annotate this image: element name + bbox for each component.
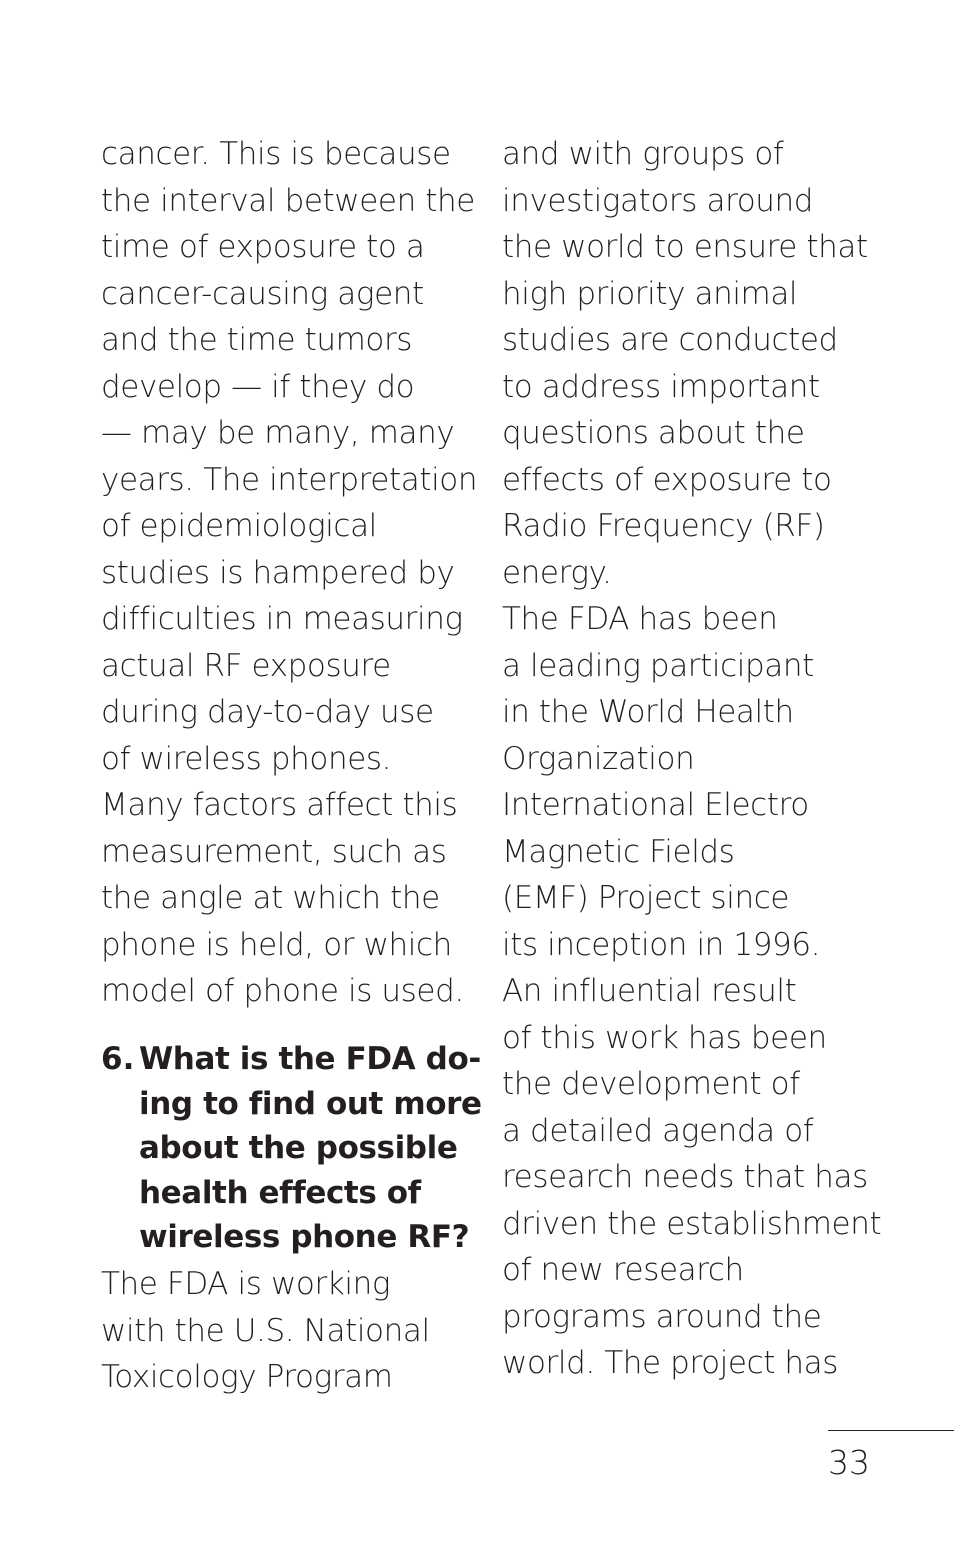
text-line: studies is hampered by <box>101 554 455 591</box>
text-line: measurement, such as <box>101 833 447 870</box>
text-line: high priority animal <box>502 275 798 312</box>
question-heading <box>101 1037 481 1260</box>
text-line: a detailed agenda of <box>502 1112 814 1149</box>
answer-text-left <box>101 1261 481 1401</box>
text-line: its inception in 1996. <box>502 926 821 963</box>
text-line: the angle at which the <box>101 880 440 916</box>
text-line: (EMF) Project since <box>502 880 790 916</box>
text-line: of epidemiological <box>101 508 377 544</box>
text-line: phone is held, or which <box>101 926 452 963</box>
text-line: Toxicology Program <box>101 1359 393 1395</box>
text-line: time of exposure to a <box>101 229 425 265</box>
text-line: actual RF exposure <box>101 647 391 684</box>
text-line: of new research <box>502 1252 744 1288</box>
question-line: health effects of <box>139 1174 421 1211</box>
text-line: the development of <box>502 1066 800 1102</box>
text-line: years. The interpretation <box>101 461 478 498</box>
text-line: driven the establishment <box>502 1205 882 1242</box>
text-line: investigators around <box>502 182 814 219</box>
text-line: and with groups of <box>502 136 784 172</box>
text-line: The FDA has been <box>502 601 778 637</box>
left-column-text <box>101 131 481 1015</box>
text-line: difficulties in measuring <box>101 601 463 637</box>
text-line: Magnetic Fields <box>502 833 735 870</box>
question-text <box>139 1037 481 1260</box>
text-line: develop — if they do <box>101 368 415 405</box>
right-column-text <box>502 131 942 1387</box>
text-line: world. The project has <box>502 1345 839 1381</box>
question-line: What is the FDA do- <box>139 1041 481 1077</box>
text-line: energy. <box>502 554 612 591</box>
question-line: ing to find out more <box>139 1085 482 1122</box>
text-line: research needs that has <box>502 1159 868 1195</box>
text-line: to address important <box>502 368 820 405</box>
footer-divider <box>828 1430 954 1431</box>
text-line: effects of exposure to <box>502 461 832 498</box>
text-line: questions about the <box>502 415 805 451</box>
question-line: about the possible <box>139 1130 458 1166</box>
text-line: Organization <box>502 740 695 777</box>
page-number: 33 <box>828 1443 870 1482</box>
question-number: 6. <box>101 1041 135 1077</box>
text-line: model of phone is used. <box>101 973 464 1009</box>
text-line: The FDA is working <box>101 1266 391 1302</box>
text-line: in the World Health <box>502 694 794 730</box>
text-line: programs around the <box>502 1298 822 1335</box>
text-line: — may be many, many <box>101 415 455 451</box>
text-line: during day-to-day use <box>101 694 434 730</box>
text-line: of this work has been <box>502 1019 827 1056</box>
text-line: and the time tumors <box>101 322 413 358</box>
text-line: with the U.S. National <box>101 1312 430 1349</box>
text-line: studies are conducted <box>502 322 838 358</box>
text-line: cancer-causing agent <box>101 275 424 312</box>
text-line: the interval between the <box>101 182 475 219</box>
text-line: International Electro <box>502 787 809 823</box>
text-line: Radio Frequency (RF) <box>502 508 825 544</box>
text-line: a leading participant <box>502 647 814 684</box>
question-line: wireless phone RF? <box>139 1219 470 1255</box>
text-line: An influential result <box>502 973 797 1009</box>
text-line: of wireless phones. <box>101 740 392 777</box>
text-line: cancer. This is because <box>101 136 451 172</box>
text-line: the world to ensure that <box>502 229 868 265</box>
text-line: Many factors affect this <box>101 787 458 823</box>
